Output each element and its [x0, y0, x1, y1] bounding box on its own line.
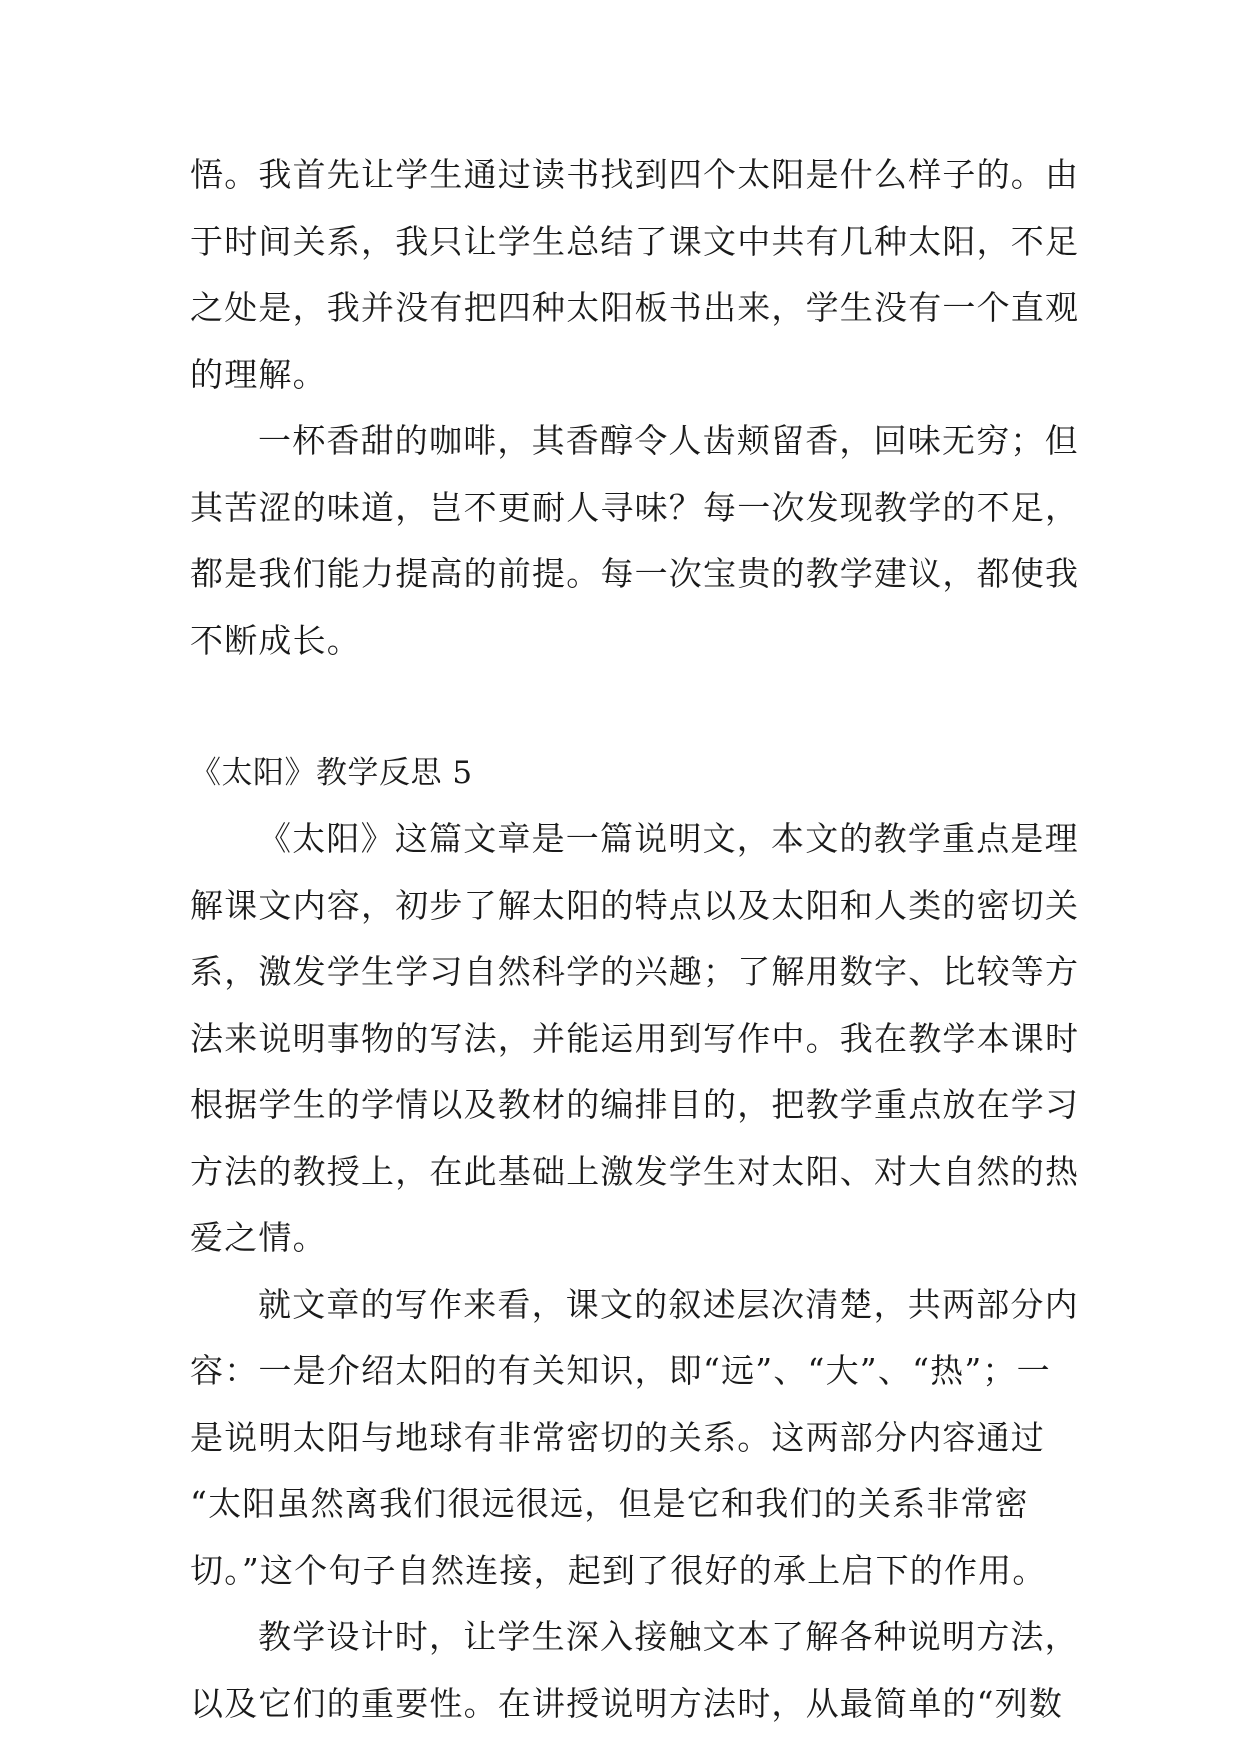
- text-line: 以及它们的重要性。在讲授说明方法时，从最简单的“列数: [190, 1683, 1064, 1723]
- text-line: 教学设计时，让学生深入接触文本了解各种说明方法，: [258, 1617, 1079, 1656]
- text-line: 于时间关系，我只让学生总结了课文中共有几种太阳，不足: [190, 221, 1080, 261]
- text-line: 爱之情。: [190, 1218, 327, 1257]
- text-line: 解课文内容，初步了解太阳的特点以及太阳和人类的密切关: [190, 885, 1080, 925]
- text-line: 切。”这个句子自然连接，起到了很好的承上启下的作用。: [190, 1550, 1047, 1590]
- paragraph-1: [190, 142, 1080, 408]
- paragraph-2: [190, 408, 1080, 674]
- text-line: 一杯香甜的咖啡，其香醇令人齿颊留香，回味无穷；但: [258, 421, 1079, 460]
- text-line: 根据学生的学情以及教材的编排目的，把教学重点放在学习: [190, 1085, 1080, 1124]
- text-line: 容：一是介绍太阳的有关知识，即“远”、“大”、“热”；一: [190, 1351, 1051, 1390]
- text-line: 就文章的写作来看，课文的叙述层次清楚，共两部分内: [258, 1284, 1079, 1324]
- text-line: 之处是，我并没有把四种太阳板书出来，学生没有一个直观: [190, 288, 1080, 327]
- text-line: 悟。我首先让学生通过读书找到四个太阳是什么样子的。由: [190, 155, 1080, 194]
- text-line: “太阳虽然离我们很远很远，但是它和我们的关系非常密: [190, 1484, 1029, 1523]
- text-line: 系，激发学生学习自然科学的兴趣；了解用数字、比较等方: [190, 952, 1080, 991]
- section-spacer: [190, 674, 1052, 740]
- paragraph-3: [190, 806, 1080, 1272]
- paragraph-5: [190, 1604, 1079, 1737]
- paragraph-4: [190, 1272, 1079, 1605]
- text-line: 《太阳》这篇文章是一篇说明文，本文的教学重点是理: [258, 819, 1079, 858]
- text-line: 其苦涩的味道，岂不更耐人寻味？每一次发现教学的不足，: [190, 487, 1080, 527]
- text-line: 都是我们能力提高的前提。每一次宝贵的教学建议，都使我: [190, 554, 1080, 593]
- text-line: 不断成长。: [190, 620, 361, 660]
- text-line: 的理解。: [190, 354, 327, 394]
- text-line: 法来说明事物的写法，并能运用到写作中。我在教学本课时: [190, 1018, 1080, 1058]
- text-line: 方法的教授上，在此基础上激发学生对太阳、对大自然的热: [190, 1151, 1080, 1191]
- text-line: 是说明太阳与地球有非常密切的关系。这两部分内容通过: [190, 1417, 1045, 1457]
- section-heading: 《太阳》教学反思 5: [190, 755, 473, 791]
- document-page: [190, 142, 1080, 1737]
